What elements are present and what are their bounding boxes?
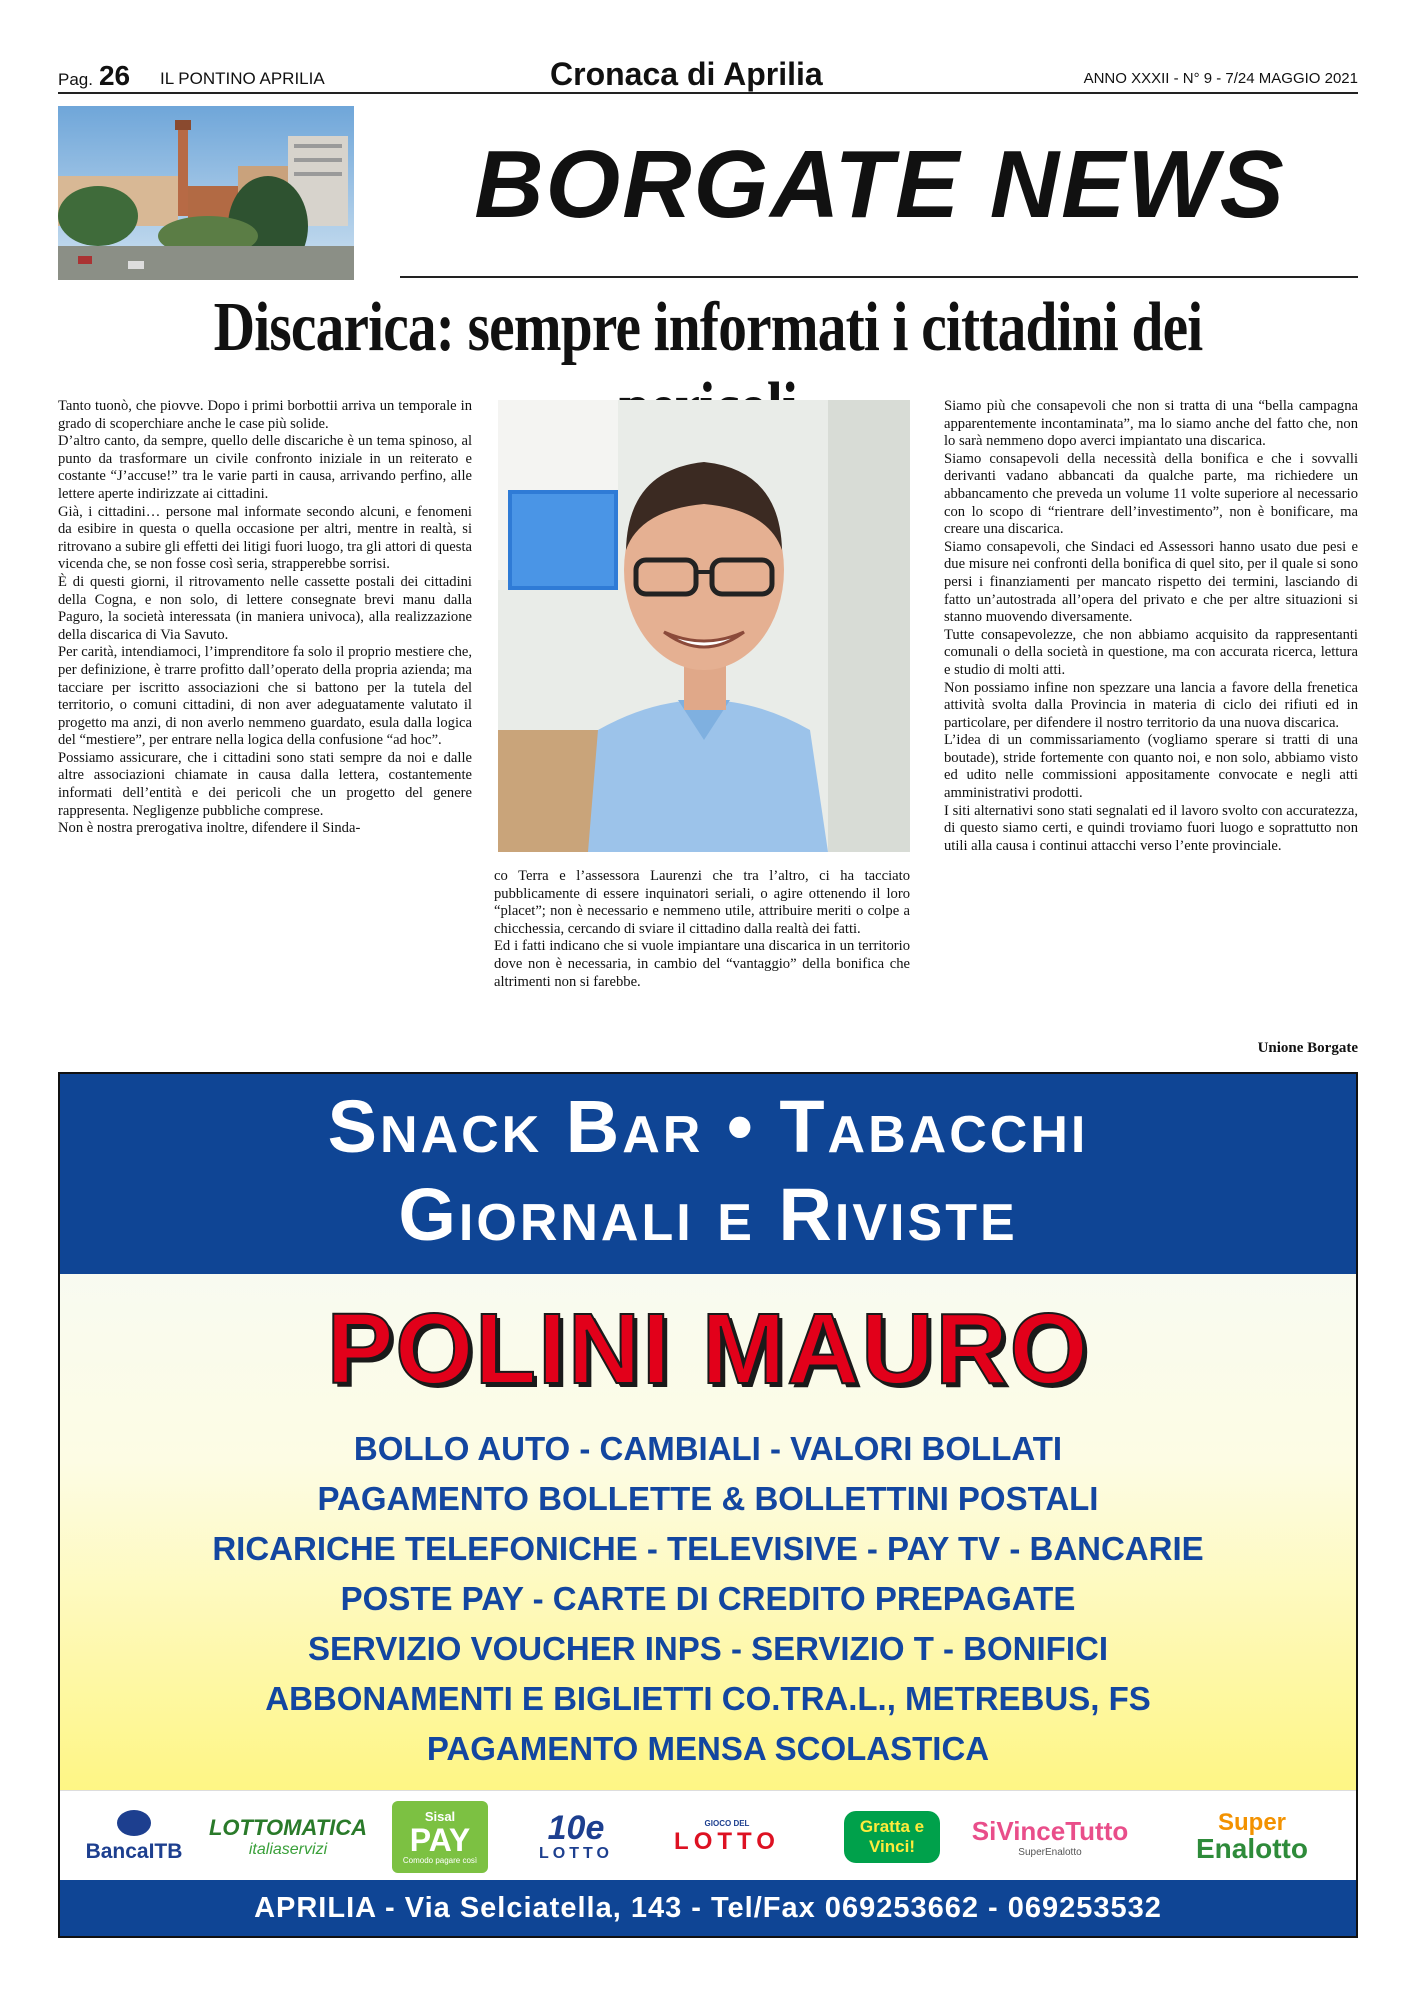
ad-logos-strip (60, 1790, 1356, 1883)
service-item: SERVIZIO VOUCHER INPS - SERVIZIO T - BONIFICI (307, 1630, 1109, 1667)
sivincetutto-logo: SiVinceTutto SuperEnalotto (971, 1816, 1129, 1858)
service-item: RICARICHE TELEFONICHE - TELEVISIVE - PAY TV - BANCARIE (212, 1530, 1204, 1567)
publication-name: IL PONTINO APRILIA (160, 69, 325, 88)
service-item: ABBONAMENTI E BIGLIETTI CO.TRA.L., METREBUS, FS (265, 1680, 1151, 1717)
portrait-photo (498, 400, 910, 852)
ad-services-list (60, 1424, 1356, 1774)
service-item: PAGAMENTO MENSA SCOLASTICA (426, 1730, 990, 1767)
banca-itb-logo: BancaITB (74, 1801, 194, 1873)
paragraph: Siamo più che consapevoli che non si tratta di una “bella campagna apparentemente incontaminata”, ma lo siamo anche del fatto che, non lo sarà nemmeno dopo averci impiantato una discarica. (944, 398, 1358, 450)
paragraph: co Terra e l’assessora Laurenzi che tra l’altro, ci ha tacciato pubblicamente di essere inquinatori seriali, o agire ottenendo il loro “placet”; non è necessario e nemmeno utile, attribuire meriti o colpe a chicchessia, cercando di sviare il cittadino dalla realtà dei fatti. (494, 868, 910, 937)
paragraph: Ed i fatti indicano che si vuole impiantare una discarica in un territorio dove non è necessaria, in cambio del “vantaggio” della bonifica che altrimenti non si farebbe. (494, 938, 910, 990)
advertisement (58, 1072, 1358, 1938)
issue-info: ANNO XXXII - N° 9 - 7/24 MAGGIO 2021 (1083, 70, 1358, 87)
town-photo (58, 106, 354, 280)
service-item: POSTE PAY - CARTE DI CREDITO PREPAGATE (340, 1580, 1076, 1617)
paragraph: Possiamo assicurare, che i cittadini sono stati sempre da noi e dalle altre associazioni chiamate in causa dalla lettera, costantemente informati dell’entità e dei pericoli che un progetto del genere rappresenta. Negligenze pubbliche comprese. (58, 749, 472, 819)
paragraph: È di questi giorni, il ritrovamento nelle cassette postali dei cittadini della Cogna, e non solo, di lettere consegnate brevi manu dalla Paguro, la società interessata (in maniera univoca), alla realizzazione della discarica di Via Savuto. (58, 573, 472, 643)
ad-header-band (60, 1074, 1356, 1274)
ad-address-bar: APRILIA - Via Selciatella, 143 - Tel/Fax 069253662 - 069253532 (60, 1880, 1356, 1936)
masthead-rule (400, 276, 1358, 278)
gratta-e-vinci-logo: Gratta e Vinci! (842, 1801, 942, 1873)
article-column-1 (58, 398, 472, 838)
paragraph: Tutte consapevolezze, che non abbiamo acquisito da rappresentanti comunali o della società in questione, ma con accurata ricerca, lettura e studio di molti atti. (944, 626, 1358, 678)
superenalotto-logo: Super Enalotto (1196, 1809, 1308, 1864)
paragraph: L’idea di un commissariamento (vogliamo sperare si tratti di una boutade), stride fortemente con quanto noi, e non solo, abbiamo visto ed udito nelle commissioni appositamente convocate e negli atti amministrativi prodotti. (944, 732, 1358, 802)
masthead: BORGATE NEWS (474, 131, 1286, 238)
paragraph: Non possiamo infine non spezzare una lancia a favore della frenetica attività svolta dalla Provincia in materia di ciclo dei rifiuti ed in particolare, per difendere il nostro territorio da una nuova discarica. (944, 679, 1358, 731)
page-number: 26 (98, 60, 131, 91)
lottomatica-logo: LOTTOMATICA italiaservizi (208, 1815, 368, 1858)
paragraph: Per carità, intendiamoci, l’imprenditore fa solo il proprio mestiere che, per definizione, è trarre profitto dall’operato della propria azienda; ma tacciare per iscritto associazioni che si battono per la tutela del territorio, o comuni cittadini, di non aver adeguatamente valutato il progetto ma anzi, di non averlo nemmeno guardato, esula dalla logica del “mestiere”, per entrare nella logica della confusione “ad hoc”. (58, 644, 472, 749)
banca-itb-icon (117, 1810, 151, 1836)
paragraph: I siti alternativi sono stati segnalati ed il lavoro svolto con accuratezza, di questo siamo certi, e quindi troviamo fuori luogo e soprattutto non utili alla causa i continui attacchi verso l’ente provinciale. (944, 802, 1358, 854)
sisal-pay-logo: Sisal PAY Comodo pagare così (392, 1801, 488, 1873)
paragraph: D’altro canto, da sempre, quello delle discariche è un tema spinoso, al punto da trasformare un civile confronto iniziale in un reiterato e costante “J’accuse!” tra le varie parti in causa, arrivando perfino, alle lettere aperte indirizzate ai cittadini. (58, 433, 472, 502)
paragraph: Già, i cittadini… persone mal informate secondo alcuni, e fenomeni da esibire in questa o quella occasione per altri, mentre in realtà, si ritrovano a subire gli effetti dei litigi fuori luogo, tra gli attori di questa vicenda che, se non fosse così seria, strapperebbe sorrisi. (58, 503, 472, 573)
headline: Discarica: sempre informati i cittadini dei (213, 289, 1203, 366)
page-label: Pag. 26 (58, 60, 131, 91)
paragraph: Non è nostra prerogativa inoltre, difendere il Sinda- (58, 820, 361, 837)
service-item: BOLLO AUTO - CAMBIALI - VALORI BOLLATI (353, 1430, 1063, 1467)
ad-business-name: POLINI MAURO (326, 1293, 1090, 1405)
paragraph: Siamo consapevoli, che Sindaci ed Assessori hanno usato due pesi e due misure nei confronti della bonifica di quel sito, per il quale si sono persi i finanziamenti per mancato rispetto dei termini, lasciando di fatto un’autostrada all’opera del privato e che per altre situazioni si stanno muovendo diversamente. (944, 538, 1358, 626)
paragraph: Tanto tuonò, che piovve. Dopo i primi borbottii arriva un temporale in grado di scoperchiare anche le case più solide. (58, 398, 472, 432)
section-title: Cronaca di Aprilia (550, 56, 823, 92)
service-item: PAGAMENTO BOLLETTE & BOLLETTINI POSTALI (317, 1480, 1099, 1517)
gioco-del-lotto-logo: GIOCO DEL LOTTO (674, 1818, 780, 1855)
ad-line-2: Giornali e Riviste (398, 1173, 1018, 1256)
article-column-3 (944, 398, 1358, 855)
10elotto-logo: 10e LOTTO (539, 1809, 613, 1862)
article-column-2 (494, 868, 910, 991)
paragraph: Siamo consapevoli della necessità della bonifica e che i sovvalli derivanti vadano abbancati da qualche parte, ma richiedere un abbancamento che preveda un volume 11 volte superiore al necessario con lo scopo di “rientrare dell’investimento”, non è bonificare, ma creare una discarica. (944, 450, 1358, 538)
article-signature: Unione Borgate (1257, 1040, 1358, 1056)
ad-line-1: Snack Bar • Tabacchi (327, 1085, 1089, 1168)
